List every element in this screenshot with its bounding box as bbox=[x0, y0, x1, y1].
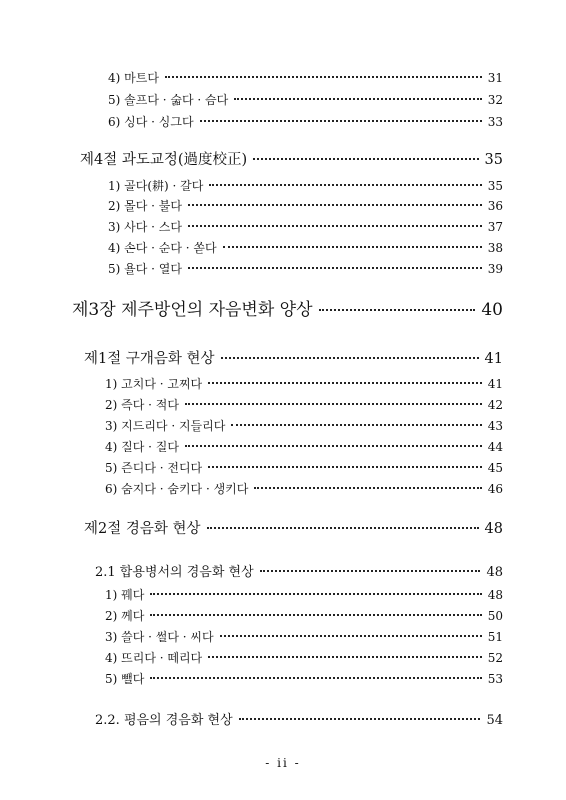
toc-entry bbox=[108, 242, 503, 254]
toc-entry-label: 6) 숨지다 · 숨키다 · 생키다 bbox=[105, 482, 249, 496]
toc-section-heading bbox=[80, 153, 503, 168]
toc-entry-label: 4) 손다 · 순다 · 쏟다 bbox=[108, 241, 217, 255]
page-number-footer: - ii - bbox=[265, 756, 301, 770]
toc-entry-page: 45 bbox=[487, 461, 503, 475]
toc-entry-page: 40 bbox=[481, 300, 503, 320]
toc-entry bbox=[108, 72, 503, 84]
toc-entry bbox=[105, 589, 503, 601]
toc-entry bbox=[105, 399, 503, 411]
toc-entry-label: 2) 께다 bbox=[105, 609, 145, 623]
toc-entry-page: 46 bbox=[487, 482, 503, 496]
dot-leader bbox=[223, 246, 482, 248]
toc-entry-label: 5) 욜다 · 열다 bbox=[108, 262, 182, 276]
toc-entry bbox=[105, 483, 503, 495]
toc-entry-label: 2) 즉다 · 적다 bbox=[105, 398, 179, 412]
toc-entry-page: 51 bbox=[487, 630, 503, 644]
toc-entry-label: 5) 뺄다 bbox=[105, 672, 145, 686]
toc-entry bbox=[105, 673, 503, 685]
dot-leader bbox=[150, 593, 481, 595]
toc-subsection-heading bbox=[95, 566, 503, 579]
dot-leader bbox=[319, 309, 476, 311]
dot-leader bbox=[239, 718, 481, 720]
toc-entry bbox=[108, 116, 503, 128]
toc-entry-page: 32 bbox=[487, 93, 503, 107]
toc-subsection-heading bbox=[95, 714, 503, 727]
toc-entry-page: 52 bbox=[487, 651, 503, 665]
toc-entry-page: 31 bbox=[487, 71, 503, 85]
toc-entry-label: 1) 꿰다 bbox=[105, 588, 145, 602]
dot-leader bbox=[188, 204, 482, 206]
toc-entry bbox=[108, 180, 503, 192]
toc-entry-page: 42 bbox=[487, 398, 503, 412]
dot-leader bbox=[220, 635, 482, 637]
toc-entry-label: 3) 사다 · 스다 bbox=[108, 220, 182, 234]
toc-entry-page: 44 bbox=[487, 440, 503, 454]
toc-entry bbox=[108, 221, 503, 233]
toc-entry-label: 5) 즌디다 · 전디다 bbox=[105, 461, 203, 475]
toc-entry-page: 43 bbox=[487, 419, 503, 433]
toc-entry-page: 33 bbox=[487, 115, 503, 129]
toc-entry bbox=[105, 462, 503, 474]
dot-leader bbox=[188, 225, 482, 227]
toc-entry-page: 48 bbox=[486, 565, 503, 580]
dot-leader bbox=[200, 120, 482, 122]
toc-entry bbox=[108, 263, 503, 275]
dot-leader bbox=[231, 424, 481, 426]
toc-entry-label: 6) 싱다 · 싱그다 bbox=[108, 115, 194, 129]
toc-entry bbox=[105, 652, 503, 664]
toc-entry-label: 제4절 과도교정(過度校正) bbox=[80, 152, 248, 168]
toc-entry-page: 54 bbox=[486, 713, 503, 728]
toc-entry-page: 50 bbox=[487, 609, 503, 623]
dot-leader bbox=[150, 677, 481, 679]
toc-entry bbox=[105, 420, 503, 432]
toc-entry-page: 41 bbox=[484, 351, 503, 367]
toc-entry bbox=[105, 610, 503, 622]
toc-entry bbox=[105, 631, 503, 643]
toc-chapter-heading bbox=[72, 302, 503, 319]
dot-leader bbox=[254, 487, 481, 489]
toc-entry-label: 3) 지드리다 · 지들리다 bbox=[105, 419, 226, 433]
toc-entry-label: 4) 질다 · 질다 bbox=[105, 440, 179, 454]
toc-entry-label: 2) 몰다 · 불다 bbox=[108, 199, 182, 213]
dot-leader bbox=[185, 403, 482, 405]
toc-entry bbox=[105, 378, 503, 390]
dot-leader bbox=[207, 527, 479, 529]
toc-entry-page: 35 bbox=[484, 152, 503, 168]
toc-entry-page: 53 bbox=[487, 672, 503, 686]
toc-entry-page: 37 bbox=[487, 220, 503, 234]
toc-entry-label: 3) 쓸다 · 썰다 · 씨다 bbox=[105, 630, 214, 644]
toc-entry-label: 제3장 제주방언의 자음변화 양상 bbox=[72, 300, 313, 320]
toc-entry-page: 35 bbox=[487, 179, 503, 193]
dot-leader bbox=[209, 184, 481, 186]
toc-entry-page: 36 bbox=[487, 199, 503, 213]
toc-section-heading bbox=[84, 352, 503, 367]
dot-leader bbox=[208, 382, 482, 384]
toc-entry-label: 4) 뜨리다 · 떼리다 bbox=[105, 651, 203, 665]
toc-entry-label: 제1절 구개음화 현상 bbox=[84, 351, 215, 367]
toc-entry-page: 41 bbox=[487, 377, 503, 391]
dot-leader bbox=[165, 76, 482, 78]
toc-entry bbox=[108, 200, 503, 212]
toc-entry-label: 제2절 경음화 현상 bbox=[84, 521, 201, 537]
dot-leader bbox=[185, 445, 482, 447]
toc-entry bbox=[105, 441, 503, 453]
toc-entry-label: 1) 골다(耕) · 갈다 bbox=[108, 179, 204, 193]
dot-leader bbox=[253, 158, 478, 160]
toc-entry bbox=[108, 94, 503, 106]
dot-leader bbox=[234, 98, 482, 100]
toc-entry-page: 38 bbox=[487, 241, 503, 255]
toc-entry-label: 5) 솔프다 · 숣다 · 슴다 bbox=[108, 93, 229, 107]
toc-entry-page: 48 bbox=[487, 588, 503, 602]
toc-entry-label: 4) 마트다 bbox=[108, 71, 159, 85]
dot-leader bbox=[221, 357, 479, 359]
dot-leader bbox=[208, 466, 482, 468]
toc-entry-page: 39 bbox=[487, 262, 503, 276]
toc-entry-label: 2.1 합용병서의 경음화 현상 bbox=[95, 565, 254, 580]
toc-entry-label: 2.2. 평음의 경음화 현상 bbox=[95, 713, 233, 728]
dot-leader bbox=[150, 614, 481, 616]
toc-entry-page: 48 bbox=[484, 521, 503, 537]
toc-entry-label: 1) 고치다 · 고찌다 bbox=[105, 377, 203, 391]
dot-leader bbox=[208, 656, 482, 658]
dot-leader bbox=[260, 570, 481, 572]
dot-leader bbox=[188, 267, 482, 269]
toc-section-heading bbox=[84, 522, 503, 537]
